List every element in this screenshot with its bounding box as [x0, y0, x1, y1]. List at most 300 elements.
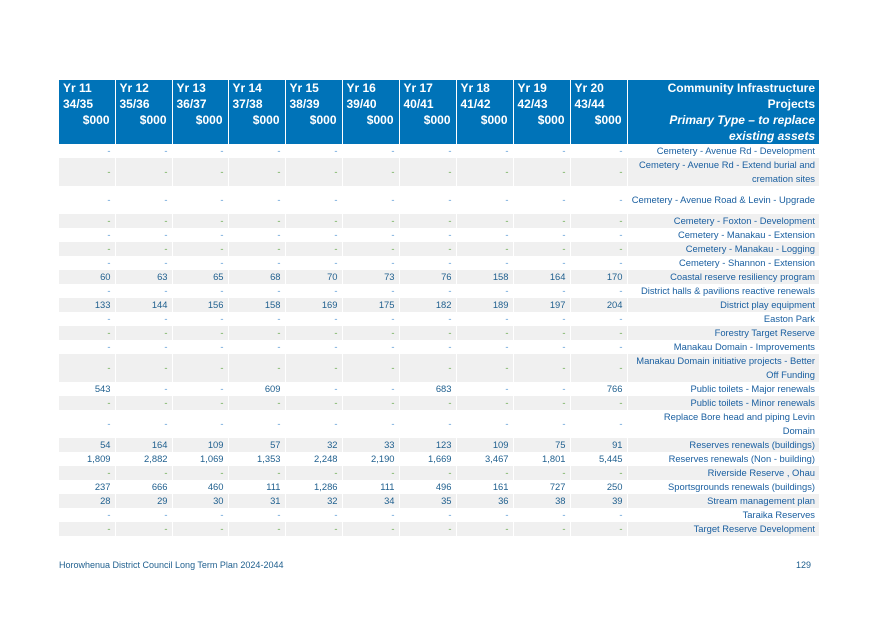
value-cell: 63: [115, 270, 172, 284]
value-cell: -: [172, 522, 228, 536]
value-cell: -: [228, 256, 285, 270]
value-cell: -: [115, 144, 172, 158]
value-cell: -: [570, 396, 627, 410]
value-cell: -: [115, 466, 172, 480]
value-cell: -: [513, 410, 570, 438]
year-label: Yr 16: [346, 81, 376, 95]
value-cell: -: [285, 256, 342, 270]
table-row: [59, 438, 819, 452]
value-cell: 109: [456, 438, 513, 452]
value-cell: -: [342, 284, 399, 298]
value-cell: -: [285, 396, 342, 410]
value-cell: -: [115, 242, 172, 256]
value-cell: -: [228, 340, 285, 354]
project-name: Forestry Target Reserve: [627, 326, 819, 340]
value-cell: -: [456, 256, 513, 270]
value-cell: -: [59, 396, 115, 410]
project-name: Public toilets - Major renewals: [690, 383, 815, 394]
value-cell: 73: [342, 270, 399, 284]
project-name: Cemetery - Shannon - Extension: [678, 257, 815, 268]
value-cell: -: [172, 508, 228, 522]
value-cell: -: [399, 186, 456, 214]
value-cell: -: [342, 214, 399, 228]
value-cell: -: [399, 284, 456, 298]
value-cell: -: [399, 410, 456, 438]
value-cell: -: [570, 158, 627, 186]
value-cell: -: [513, 340, 570, 354]
value-cell: -: [285, 326, 342, 340]
value-cell: -: [172, 214, 228, 228]
value-cell: 70: [285, 270, 342, 284]
value-cell: 32: [285, 438, 342, 452]
value-cell: -: [513, 396, 570, 410]
year-period: 35/36: [119, 97, 150, 111]
table-row: [59, 242, 819, 256]
value-cell: -: [342, 158, 399, 186]
value-cell: -: [342, 508, 399, 522]
value-cell: 54: [59, 438, 115, 452]
value-cell: -: [285, 158, 342, 186]
year-label: Yr 18: [460, 81, 490, 95]
table-row: [59, 396, 819, 410]
year-column-header: [456, 80, 513, 144]
project-name: Stream management plan: [627, 494, 819, 508]
value-cell: 2,190: [342, 452, 399, 466]
value-cell: -: [342, 396, 399, 410]
year-unit: $000: [366, 113, 394, 127]
year-label: Yr 17: [403, 81, 433, 95]
project-name: Easton Park: [763, 313, 815, 324]
value-cell: -: [513, 382, 570, 396]
project-name: Cemetery - Avenue Road & Levin - Upgrade: [631, 194, 815, 205]
table-row: [59, 144, 819, 158]
table-row: [59, 228, 819, 242]
project-name: Cemetery - Avenue Rd - Development: [656, 145, 815, 156]
value-cell: -: [513, 284, 570, 298]
value-cell: -: [172, 242, 228, 256]
value-cell: -: [59, 144, 115, 158]
value-cell: 164: [513, 270, 570, 284]
value-cell: 2,248: [285, 452, 342, 466]
value-cell: -: [570, 214, 627, 228]
value-cell: -: [115, 382, 172, 396]
value-cell: 28: [59, 494, 115, 508]
value-cell: 766: [570, 382, 627, 396]
value-cell: -: [172, 144, 228, 158]
value-cell: 29: [115, 494, 172, 508]
value-cell: -: [115, 340, 172, 354]
value-cell: -: [456, 340, 513, 354]
footer-document-title: Horowhenua District Council Long Term Plan 2024-2044: [59, 560, 284, 570]
year-period: 34/35: [63, 97, 94, 111]
project-name: Riverside Reserve , Ohau: [627, 466, 819, 480]
value-cell: -: [285, 186, 342, 214]
value-cell: 156: [172, 298, 228, 312]
value-cell: -: [342, 410, 399, 438]
value-cell: -: [399, 396, 456, 410]
value-cell: 460: [172, 480, 228, 494]
year-unit: $000: [252, 113, 280, 127]
footer-page-number: 129: [796, 560, 812, 570]
year-unit: $000: [480, 113, 508, 127]
year-label: Yr 11: [63, 81, 92, 95]
value-cell: -: [59, 312, 115, 326]
value-cell: -: [399, 354, 456, 382]
value-cell: -: [570, 522, 627, 536]
table-row: [59, 284, 819, 298]
value-cell: -: [456, 214, 513, 228]
year-period: 39/40: [346, 97, 377, 111]
year-label: Yr 13: [176, 81, 206, 95]
project-name: Reserves renewals (Non - building): [668, 453, 815, 464]
value-cell: -: [228, 186, 285, 214]
value-cell: -: [228, 158, 285, 186]
value-cell: -: [513, 354, 570, 382]
table-row: [59, 452, 819, 466]
value-cell: -: [228, 144, 285, 158]
value-cell: -: [513, 228, 570, 242]
project-name: Manakau Domain - Improvements: [673, 341, 815, 352]
value-cell: -: [285, 284, 342, 298]
value-cell: 1,801: [513, 452, 570, 466]
value-cell: 75: [513, 438, 570, 452]
value-cell: -: [59, 256, 115, 270]
value-cell: -: [285, 214, 342, 228]
value-cell: -: [115, 256, 172, 270]
value-cell: -: [342, 340, 399, 354]
value-cell: -: [172, 326, 228, 340]
value-cell: -: [228, 354, 285, 382]
value-cell: 175: [342, 298, 399, 312]
value-cell: 1,353: [228, 452, 285, 466]
value-cell: -: [570, 508, 627, 522]
value-cell: -: [399, 522, 456, 536]
value-cell: -: [115, 158, 172, 186]
value-cell: -: [342, 242, 399, 256]
year-unit: $000: [309, 113, 337, 127]
value-cell: -: [456, 326, 513, 340]
value-cell: -: [342, 186, 399, 214]
value-cell: -: [570, 340, 627, 354]
value-cell: -: [513, 522, 570, 536]
value-cell: -: [115, 354, 172, 382]
value-cell: 496: [399, 480, 456, 494]
table-row: [59, 382, 819, 396]
value-cell: 123: [399, 438, 456, 452]
value-cell: -: [570, 312, 627, 326]
value-cell: 197: [513, 298, 570, 312]
value-cell: -: [513, 144, 570, 158]
value-cell: 2,882: [115, 452, 172, 466]
table-row: [59, 508, 819, 522]
table-row: [59, 186, 819, 214]
value-cell: -: [285, 144, 342, 158]
value-cell: 158: [456, 270, 513, 284]
value-cell: 57: [228, 438, 285, 452]
value-cell: -: [342, 256, 399, 270]
value-cell: -: [456, 242, 513, 256]
value-cell: 189: [456, 298, 513, 312]
value-cell: -: [59, 410, 115, 438]
value-cell: -: [342, 354, 399, 382]
table-row: [59, 298, 819, 312]
value-cell: -: [399, 340, 456, 354]
year-unit: $000: [139, 113, 167, 127]
value-cell: 609: [228, 382, 285, 396]
value-cell: -: [513, 242, 570, 256]
value-cell: 164: [115, 438, 172, 452]
year-label: Yr 14: [232, 81, 262, 95]
value-cell: -: [342, 382, 399, 396]
value-cell: -: [285, 508, 342, 522]
value-cell: 91: [570, 438, 627, 452]
value-cell: -: [172, 382, 228, 396]
value-cell: -: [456, 354, 513, 382]
value-cell: -: [399, 256, 456, 270]
value-cell: -: [228, 284, 285, 298]
value-cell: -: [456, 382, 513, 396]
year-period: 37/38: [232, 97, 263, 111]
table-row: [59, 340, 819, 354]
value-cell: -: [228, 326, 285, 340]
year-period: 40/41: [403, 97, 434, 111]
value-cell: -: [570, 410, 627, 438]
value-cell: 144: [115, 298, 172, 312]
year-column-header: [59, 80, 115, 144]
value-cell: 683: [399, 382, 456, 396]
value-cell: -: [513, 214, 570, 228]
value-cell: -: [456, 396, 513, 410]
year-label: Yr 20: [574, 81, 604, 95]
table-title-line2: Projects: [767, 97, 815, 111]
value-cell: -: [342, 228, 399, 242]
value-cell: 111: [228, 480, 285, 494]
value-cell: -: [456, 522, 513, 536]
value-cell: 543: [59, 382, 115, 396]
value-cell: 5,445: [570, 452, 627, 466]
year-unit: $000: [537, 113, 565, 127]
value-cell: -: [456, 186, 513, 214]
year-column-header: [570, 80, 627, 144]
value-cell: 204: [570, 298, 627, 312]
value-cell: -: [456, 466, 513, 480]
value-cell: 727: [513, 480, 570, 494]
year-period: 36/37: [176, 97, 207, 111]
value-cell: 36: [456, 494, 513, 508]
value-cell: -: [115, 284, 172, 298]
value-cell: -: [285, 410, 342, 438]
value-cell: 32: [285, 494, 342, 508]
value-cell: -: [172, 354, 228, 382]
table-row: [59, 466, 819, 480]
value-cell: 38: [513, 494, 570, 508]
value-cell: -: [59, 354, 115, 382]
value-cell: -: [115, 214, 172, 228]
value-cell: -: [570, 256, 627, 270]
year-period: 42/43: [517, 97, 548, 111]
table-row: [59, 410, 819, 438]
value-cell: -: [399, 242, 456, 256]
value-cell: 161: [456, 480, 513, 494]
table-subtitle: Primary Type – to replace existing assets: [669, 113, 815, 143]
value-cell: -: [285, 340, 342, 354]
table-body: [59, 144, 819, 536]
table-row: [59, 256, 819, 270]
project-name: Target Reserve Development: [627, 522, 819, 536]
value-cell: 237: [59, 480, 115, 494]
value-cell: -: [456, 410, 513, 438]
value-cell: 666: [115, 480, 172, 494]
value-cell: -: [172, 396, 228, 410]
value-cell: 1,286: [285, 480, 342, 494]
value-cell: -: [59, 466, 115, 480]
value-cell: -: [570, 284, 627, 298]
value-cell: -: [513, 326, 570, 340]
value-cell: -: [342, 312, 399, 326]
value-cell: -: [285, 228, 342, 242]
value-cell: -: [399, 158, 456, 186]
project-name: Reserves renewals (buildings): [627, 438, 819, 452]
table-title-line1: Community Infrastructure: [667, 81, 815, 95]
project-name: Replace Bore head and piping Levin Domain: [663, 411, 815, 436]
value-cell: 30: [172, 494, 228, 508]
year-column-header: [115, 80, 172, 144]
project-name: Cemetery - Manakau - Logging: [627, 242, 819, 256]
year-unit: $000: [594, 113, 622, 127]
value-cell: -: [285, 354, 342, 382]
value-cell: 109: [172, 438, 228, 452]
value-cell: -: [228, 410, 285, 438]
year-column-header: [342, 80, 399, 144]
year-label: Yr 12: [119, 81, 149, 95]
value-cell: -: [399, 214, 456, 228]
value-cell: -: [228, 228, 285, 242]
value-cell: -: [172, 186, 228, 214]
value-cell: -: [172, 410, 228, 438]
table-row: [59, 158, 819, 186]
value-cell: -: [456, 284, 513, 298]
value-cell: 182: [399, 298, 456, 312]
table-header-row: [59, 80, 819, 144]
value-cell: -: [285, 466, 342, 480]
value-cell: -: [456, 228, 513, 242]
value-cell: -: [570, 186, 627, 214]
table-row: [59, 494, 819, 508]
value-cell: -: [228, 312, 285, 326]
value-cell: 111: [342, 480, 399, 494]
value-cell: -: [399, 144, 456, 158]
value-cell: 68: [228, 270, 285, 284]
year-period: 41/42: [460, 97, 491, 111]
value-cell: -: [399, 508, 456, 522]
value-cell: 31: [228, 494, 285, 508]
value-cell: -: [228, 522, 285, 536]
value-cell: 133: [59, 298, 115, 312]
value-cell: -: [456, 144, 513, 158]
value-cell: -: [59, 522, 115, 536]
value-cell: -: [342, 466, 399, 480]
value-cell: -: [59, 214, 115, 228]
value-cell: -: [513, 256, 570, 270]
project-name: Sportsgrounds renewals (buildings): [668, 481, 815, 492]
year-column-header: [172, 80, 228, 144]
value-cell: -: [228, 466, 285, 480]
value-cell: -: [285, 382, 342, 396]
value-cell: 39: [570, 494, 627, 508]
value-cell: 76: [399, 270, 456, 284]
table-row: [59, 522, 819, 536]
value-cell: -: [570, 354, 627, 382]
year-label: Yr 19: [517, 81, 547, 95]
table-row: [59, 214, 819, 228]
value-cell: -: [342, 144, 399, 158]
value-cell: -: [172, 312, 228, 326]
year-column-header: [513, 80, 570, 144]
value-cell: 250: [570, 480, 627, 494]
value-cell: 33: [342, 438, 399, 452]
value-cell: -: [172, 340, 228, 354]
value-cell: -: [399, 326, 456, 340]
value-cell: 1,069: [172, 452, 228, 466]
value-cell: -: [172, 228, 228, 242]
value-cell: -: [59, 186, 115, 214]
project-name: District play equipment: [627, 298, 819, 312]
value-cell: 34: [342, 494, 399, 508]
value-cell: -: [513, 158, 570, 186]
year-unit: $000: [423, 113, 451, 127]
value-cell: -: [115, 410, 172, 438]
value-cell: -: [115, 326, 172, 340]
value-cell: -: [399, 228, 456, 242]
value-cell: -: [570, 242, 627, 256]
project-name: Cemetery - Manakau - Extension: [677, 229, 815, 240]
value-cell: -: [570, 466, 627, 480]
value-cell: -: [228, 396, 285, 410]
value-cell: -: [115, 312, 172, 326]
project-name: Manakau Domain initiative projects - Better Off Funding: [627, 354, 819, 382]
value-cell: -: [285, 242, 342, 256]
value-cell: -: [342, 326, 399, 340]
value-cell: 1,809: [59, 452, 115, 466]
value-cell: -: [172, 466, 228, 480]
value-cell: -: [115, 186, 172, 214]
year-label: Yr 15: [289, 81, 319, 95]
project-name: Cemetery - Avenue Rd - Extend burial and cremation sites: [627, 158, 819, 186]
project-name: Public toilets - Minor renewals: [627, 396, 819, 410]
value-cell: -: [59, 158, 115, 186]
value-cell: -: [59, 326, 115, 340]
year-column-header: [228, 80, 285, 144]
value-cell: -: [172, 158, 228, 186]
value-cell: -: [399, 312, 456, 326]
value-cell: -: [513, 312, 570, 326]
value-cell: -: [570, 228, 627, 242]
value-cell: -: [285, 522, 342, 536]
table-row: [59, 270, 819, 284]
value-cell: -: [285, 312, 342, 326]
value-cell: -: [115, 396, 172, 410]
year-column-header: [285, 80, 342, 144]
value-cell: -: [115, 228, 172, 242]
value-cell: -: [513, 186, 570, 214]
value-cell: 3,467: [456, 452, 513, 466]
value-cell: -: [456, 312, 513, 326]
value-cell: -: [228, 242, 285, 256]
value-cell: -: [342, 522, 399, 536]
table-title-header: [627, 80, 819, 144]
year-column-header: [399, 80, 456, 144]
table-row: [59, 312, 819, 326]
